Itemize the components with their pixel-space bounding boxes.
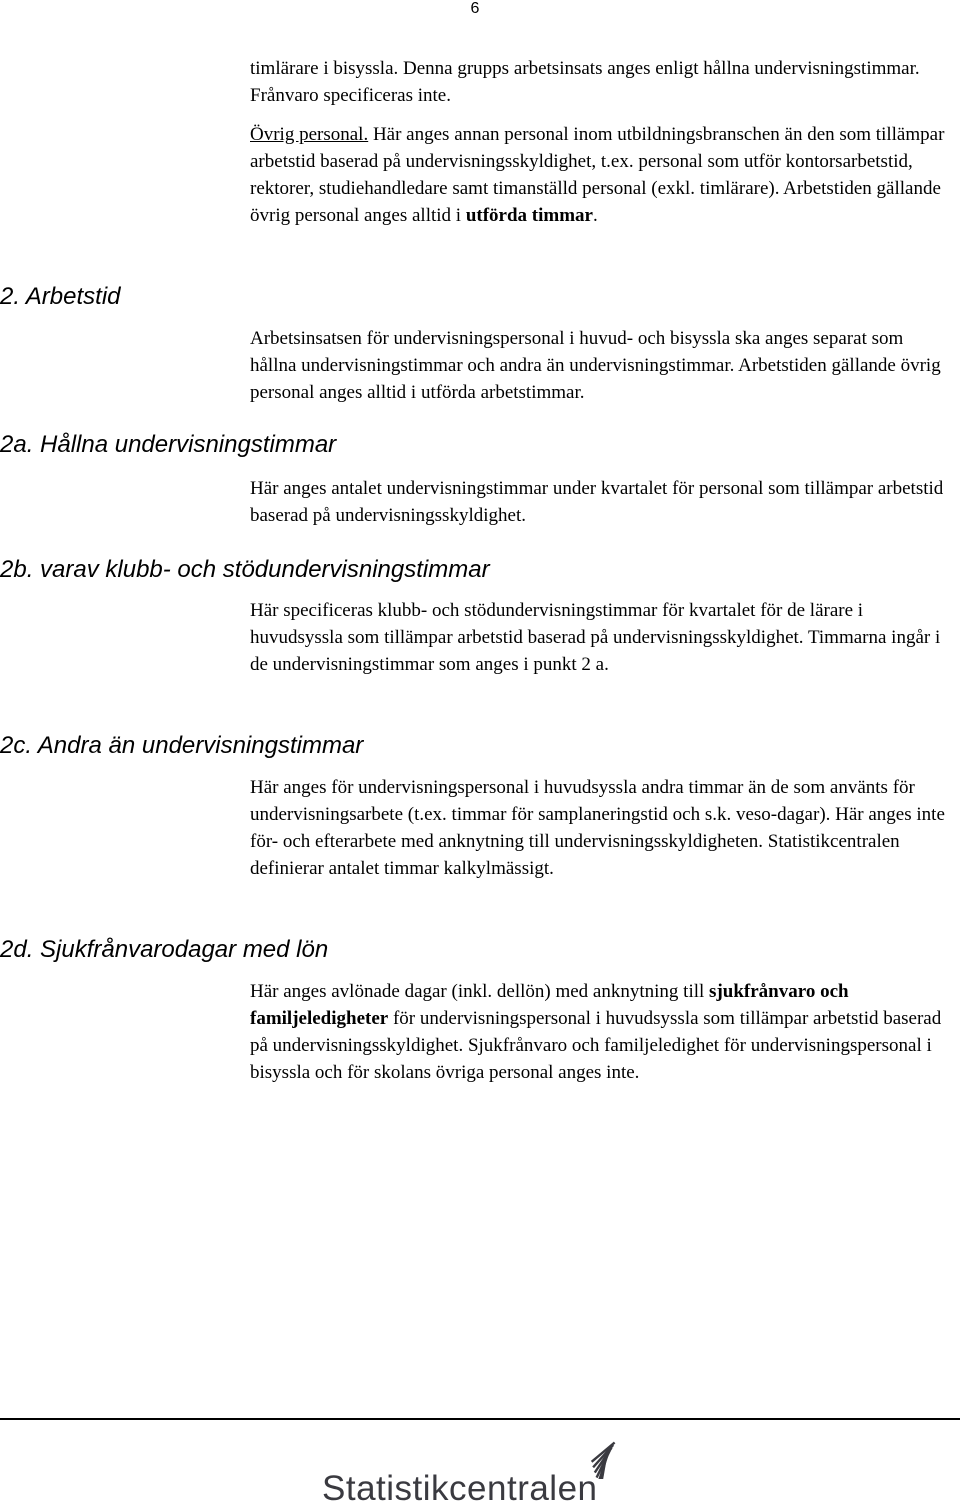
section-heading-sjukfranvarodagar: 2d. Sjukfrånvarodagar med lön — [0, 936, 329, 963]
section-text-arbetstid: Arbetsinsatsen för undervisningspersonal i huvud- och bisyssla ska anges separat som hållna undervisningstimmar och andra än undervisningstimmar. Arbetstiden gällande övrig personal anges alltid i utförda arbetstimmar. — [250, 328, 941, 403]
ovrig-personal-text: Här anges annan personal inom utbildningsbranschen än den som tillämpar arbetstid baserad på undervisningsskyldighet, t.ex. personal som utför kontorsarbetstid, rektorer, studiehandledare samt timanställd personal (exkl. timlärare). Arbetstiden gällande övrig personal anges alltid i — [250, 124, 945, 226]
utforda-timmar-bold: utförda timmar — [465, 205, 593, 226]
section-heading-hallna-undervisningstimmar: 2a. Hållna undervisningstimmar — [0, 431, 337, 458]
intro-paragraph: timlärare i bisyssla. Denna grupps arbetsinsats anges enligt hållna undervisningstimmar. Frånvaro specificeras inte. — [250, 58, 920, 106]
section-heading-klubb-stodundervisning: 2b. varav klubb- och stödundervisningstimmar — [0, 556, 490, 583]
section-heading-arbetstid: 2. Arbetstid — [0, 283, 121, 310]
section-heading-andra-an-undervisningstimmar: 2c. Andra än undervisningstimmar — [0, 732, 364, 759]
page-number: 6 — [470, 0, 480, 17]
logo-text: Statistikcentralen — [322, 1469, 598, 1508]
ovrig-personal-label: Övrig personal. — [250, 124, 369, 145]
section-text-klubb-stodundervisning: Här specificeras klubb- och stödundervisningstimmar för kvartalet för de lärare i huvudsyssla som tillämpar arbetstid baserad på undervisningsskyldighet. Timmarna ingår i de undervisningstimmar som anges i punkt 2 a. — [250, 600, 941, 675]
sjukfranvaro-text-end: för undervisningspersonal i huvudsyssla som tillämpar arbetstid baserad på undervisningsskyldighet. Sjukfrånvaro och familjeledighet för undervisningspersonal i bisyssla och för skolans övriga personal anges inte. — [250, 1008, 942, 1083]
sjukfranvaro-bold: sjukfrånvaro och familjeledigheter — [250, 981, 849, 1029]
statistikcentralen-logo — [322, 1437, 622, 1509]
footer-divider — [0, 1418, 960, 1420]
sjukfranvaro-text-start: Här anges avlönade dagar (inkl. dellön) med anknytning till — [250, 981, 710, 1002]
ovrig-personal-end: . — [592, 205, 598, 226]
section-text-hallna-undervisningstimmar: Här anges antalet undervisningstimmar under kvartalet för personal som tillämpar arbetstid baserad på undervisningsskyldighet. — [250, 478, 944, 526]
section-text-sjukfranvarodagar — [250, 978, 950, 1086]
section-text-andra-an-undervisningstimmar: Här anges för undervisningspersonal i huvudsyssla andra timmar än de som använts för undervisningsarbete (t.ex. timmar för samplaneringstid och s.k. veso-dagar). Här anges inte för- och efterarbete med anknytning till undervisningsskyldigheten. Statistikcentralen definierar antalet timmar kalkylmässigt. — [250, 777, 945, 879]
ovrig-personal-paragraph — [250, 121, 950, 229]
